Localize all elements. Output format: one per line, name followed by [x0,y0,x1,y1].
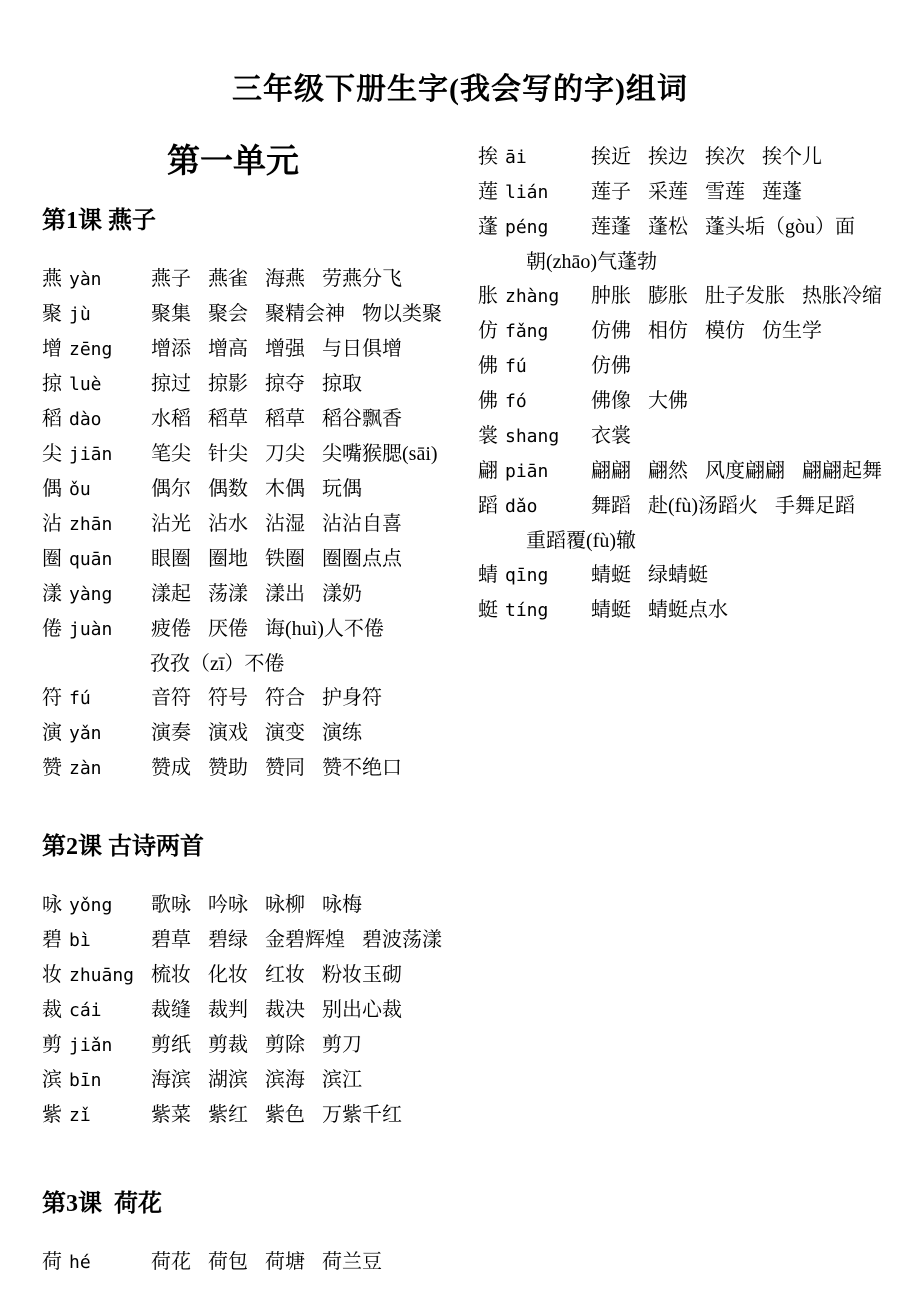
entry-pinyin: luè [69,374,102,395]
entry-character: 沾 [42,513,62,535]
entry-head [478,419,574,454]
entry-pinyin: zhān [69,514,113,535]
entry-word: 笔尖 [151,443,191,465]
entry-word: 演戏 [208,722,248,744]
entry-pinyin: zhàng [505,286,560,307]
entry-character: 仿 [478,320,498,342]
entry-row [42,507,464,542]
entry-head [42,437,134,472]
entry-character: 佛 [478,355,498,377]
entry-word: 歌咏 [151,894,191,916]
entry-word: 水稻 [151,408,191,430]
entry-word: 蜻蜓 [591,599,631,621]
entry-word: 赞不绝口 [322,757,402,779]
entry-head [478,210,574,245]
entry-character: 漾 [42,583,62,605]
entry-word: 莲子 [591,181,631,203]
entry-word: 紫菜 [151,1104,191,1126]
entry-character: 聚 [42,303,62,325]
entry-character: 增 [42,338,62,360]
entry-word: 海燕 [265,268,305,290]
entry-pinyin: quān [69,549,113,570]
entry-word: 荷塘 [265,1251,305,1273]
entry-word: 粉妆玉砌 [322,964,403,986]
entry-row [478,384,912,419]
entry-word: 掠影 [208,373,248,395]
page-title: 三年级下册生字(我会写的字)组词 [232,73,688,106]
entry-word: 玩偶 [322,478,362,500]
entry-word: 剪刀 [322,1034,362,1056]
entry-pinyin: jiān [69,444,113,465]
entry-word: 赴(fù)汤蹈火 [648,495,758,517]
entry-pinyin: yǒng [69,895,113,916]
entry-word: 赞助 [208,757,248,779]
entry-word: 护身符 [322,687,382,709]
entry-character: 裁 [42,999,62,1021]
entry-character: 裳 [478,425,498,447]
entry-head [42,402,134,437]
entry-word: 演奏 [151,722,191,744]
entry-word: 蓬松 [648,216,688,238]
entry-character: 荷 [42,1251,62,1273]
entry-word: 沾沾自喜 [322,513,402,535]
entry-character: 莲 [478,181,498,203]
entry-word: 雪莲 [705,181,745,203]
entry-continuation: 朝(zhāo)气蓬勃 [526,251,658,273]
entry-word: 音符 [151,687,191,709]
entry-head [478,279,574,314]
entry-character: 翩 [478,460,498,482]
entry-character: 稻 [42,408,62,430]
entry-pinyin: shang [505,426,560,447]
entry-word: 万紫千红 [322,1104,402,1126]
entry-row [478,175,912,210]
entry-pinyin: juàn [69,619,113,640]
entry-word: 沾湿 [265,513,305,535]
entry-head [42,751,134,786]
entry-word: 金碧辉煌 [265,929,345,951]
entry-row [42,1028,464,1063]
entry-character: 蹈 [478,495,498,517]
entry-head [42,1245,134,1280]
entry-word: 劳燕分飞 [322,268,402,290]
entry-pinyin: jù [69,304,91,325]
entry-word: 剪除 [265,1034,305,1056]
entry-character: 蜻 [478,564,498,586]
entry-word: 眼圈 [151,548,191,570]
entry-word: 符号 [208,687,248,709]
entry-word: 肿胀 [591,285,631,307]
entry-pinyin: dǎo [505,496,538,517]
entry-row [42,472,464,507]
entry-word: 荷兰豆 [322,1251,382,1273]
entry-row [42,681,464,716]
entry-word: 碧波荡漾 [362,929,442,951]
entry-row [42,1063,464,1098]
entry-word: 裁决 [265,999,305,1021]
entry-word: 偶数 [208,478,248,500]
entry-word: 稻草 [265,408,305,430]
entry-word: 演练 [322,722,362,744]
entry-word: 吟咏 [208,894,248,916]
entry-row [42,716,464,751]
entry-head [42,472,134,507]
lesson-heading: 第1课 燕子 [42,208,156,234]
entry-word: 翩翩起舞 [802,460,882,482]
entry-word: 赞同 [265,757,305,779]
entry-character: 偶 [42,478,62,500]
entry-pinyin: lián [505,182,549,203]
entry-word: 湖滨 [208,1069,248,1091]
entry-row [42,888,464,923]
entry-head [42,888,134,923]
entry-word: 仿佛 [591,320,631,342]
entry-word: 针尖 [208,443,248,465]
entry-word: 稻谷飘香 [322,408,402,430]
entry-character: 佛 [478,390,498,412]
entry-pinyin: yàn [69,269,102,290]
entry-row [478,279,912,314]
entry-word: 厌倦 [208,618,248,640]
entry-word: 采莲 [648,181,688,203]
entry-word: 蜻蜓 [591,564,631,586]
entry-word: 裁缝 [151,999,191,1021]
entry-word: 符合 [265,687,305,709]
entry-character: 咏 [42,894,62,916]
entry-character: 蓬 [478,216,498,238]
entry-character: 妆 [42,964,62,986]
entry-pinyin: péng [505,217,549,238]
entry-row [42,751,464,786]
entry-character: 掠 [42,373,62,395]
entry-row [42,542,464,577]
entry-word: 燕雀 [208,268,248,290]
entry-character: 燕 [42,268,62,290]
entry-pinyin: dào [69,409,102,430]
entry-head [42,1063,134,1098]
entry-head [478,489,574,524]
entry-word: 与日俱增 [322,338,402,360]
entry-word: 手舞足蹈 [774,495,855,517]
entry-word: 膨胀 [648,285,688,307]
entry-pinyin: bīn [69,1070,102,1091]
entry-word: 翩然 [648,460,688,482]
entry-word: 风度翩翩 [705,460,785,482]
entry-pinyin: fú [69,688,91,709]
entry-word: 红妆 [265,964,306,986]
entry-word: 佛像 [591,390,631,412]
entry-row [42,612,464,647]
entry-word: 漾起 [151,583,191,605]
entry-word: 舞蹈 [591,495,631,517]
entry-word: 别出心裁 [322,999,402,1021]
entry-continuation: 孜孜（zī）不倦 [150,653,285,675]
entry-row [478,314,912,349]
entry-word: 碧草 [151,929,191,951]
entry-pinyin: piān [505,461,549,482]
entry-head [42,542,134,577]
entry-character: 胀 [478,285,498,307]
entry-word: 海滨 [151,1069,191,1091]
entry-word: 大佛 [648,390,688,412]
entry-row [478,454,912,489]
entry-head [478,454,574,489]
entry-word: 衣裳 [591,425,631,447]
entry-word: 翩翩 [591,460,631,482]
entry-word: 莲蓬 [591,216,631,238]
left-column [42,140,464,1280]
entry-word: 紫红 [208,1104,248,1126]
entry-word: 蜻蜓点水 [648,599,728,621]
entry-row [478,140,912,175]
entry-head [42,993,134,1028]
left-column-blocks [42,206,464,1280]
entry-head [478,349,574,384]
right-column-blocks [478,140,912,628]
entry-row [42,297,464,332]
entry-word: 增添 [151,338,191,360]
entry-word: 刀尖 [265,443,305,465]
entry-row [42,577,464,612]
entry-pinyin: zàn [69,758,102,779]
entry-word: 偶尔 [151,478,191,500]
entry-word: 荡漾 [208,583,248,605]
entry-word: 圈圈点点 [322,548,402,570]
entry-row [478,558,912,593]
entry-word: 肚子发胀 [705,285,785,307]
entry-word: 滨海 [265,1069,305,1091]
entry-word: 掠夺 [265,373,305,395]
entry-row [478,210,912,245]
lesson-heading: 第3课 荷花 [42,1191,162,1217]
entry-word: 挨次 [705,146,745,168]
entry-pinyin: fǎng [505,321,549,342]
entry-word: 荷包 [208,1251,248,1273]
entry-pinyin: yǎn [69,723,102,744]
entry-character: 挨 [478,146,498,168]
entry-head [42,297,134,332]
entry-pinyin: āi [505,147,527,168]
entry-word: 咏柳 [265,894,305,916]
entry-word: 增强 [265,338,305,360]
entry-word: 演变 [265,722,305,744]
entry-word: 挨边 [648,146,688,168]
entry-head [478,384,574,419]
entry-word: 诲(huì)人不倦 [265,618,384,640]
entry-character: 演 [42,722,62,744]
entry-word: 化妆 [208,964,249,986]
entry-row [478,593,912,628]
lesson-heading: 第2课 古诗两首 [42,834,204,860]
entry-word: 热胀冷缩 [802,285,882,307]
entry-character: 剪 [42,1034,62,1056]
entry-word: 模仿 [705,320,745,342]
entry-pinyin: ǒu [69,479,91,500]
entry-row [42,958,464,993]
entry-word: 疲倦 [151,618,191,640]
entry-word: 仿生学 [762,320,822,342]
entry-row [42,437,464,472]
entry-character: 紫 [42,1104,62,1126]
entry-word: 梳妆 [151,964,192,986]
entry-word: 铁圈 [265,548,305,570]
entry-word: 聚会 [208,303,248,325]
entry-word: 赞成 [151,757,191,779]
entry-pinyin: zhuāng [69,965,135,986]
entry-pinyin: jiǎn [69,1035,113,1056]
entry-word: 相仿 [648,320,688,342]
entry-row [42,1245,464,1280]
entry-row [42,923,464,958]
entry-character: 赞 [42,757,62,779]
entry-word: 咏梅 [322,894,362,916]
entry-row [478,349,912,384]
entry-character: 蜓 [478,599,498,621]
entry-word: 碧绿 [208,929,248,951]
entry-head [42,958,134,993]
entry-head [478,593,574,628]
entry-row [42,332,464,367]
entry-continuation: 重蹈覆(fù)辙 [526,530,636,552]
entry-character: 符 [42,687,62,709]
entry-word: 沾水 [208,513,248,535]
entry-word: 仿佛 [591,355,631,377]
entry-word: 圈地 [208,548,248,570]
entry-pinyin: fú [505,356,527,377]
entry-word: 增高 [208,338,248,360]
entry-head [42,1028,134,1063]
entry-head [42,262,134,297]
entry-row [42,262,464,297]
entry-pinyin: cái [69,1000,102,1021]
entry-word: 尖嘴猴腮(sāi) [322,443,438,465]
entry-word: 蓬头垢（gòu）面 [705,216,855,238]
entry-word: 掠取 [322,373,362,395]
entry-head [42,332,134,367]
entry-word: 物以类聚 [362,303,442,325]
entry-word: 漾奶 [322,583,362,605]
entry-head [42,1098,134,1133]
entry-head [478,558,574,593]
entry-word: 聚集 [151,303,191,325]
entry-word: 滨江 [322,1069,362,1091]
entry-row [478,419,912,454]
entry-head [42,681,134,716]
entry-character: 尖 [42,443,62,465]
entry-head [42,716,134,751]
entry-row [478,489,912,524]
entry-word: 稻草 [208,408,248,430]
entry-word: 木偶 [265,478,305,500]
right-column [478,140,912,628]
entry-row [42,993,464,1028]
entry-character: 倦 [42,618,62,640]
entry-row [42,402,464,437]
entry-row [42,367,464,402]
entry-head [42,507,134,542]
entry-word: 燕子 [151,268,191,290]
entry-row [42,1098,464,1133]
entry-word: 莲蓬 [762,181,802,203]
entry-pinyin: bì [69,930,91,951]
entry-pinyin: yàng [69,584,113,605]
entry-word: 聚精会神 [265,303,345,325]
entry-word: 漾出 [265,583,305,605]
entry-character: 滨 [42,1069,62,1091]
entry-word: 挨近 [591,146,631,168]
entry-head [42,612,134,647]
unit-heading: 第一单元 [167,144,299,180]
entry-character: 碧 [42,929,62,951]
entry-word: 绿蜻蜓 [648,564,708,586]
entry-word: 剪纸 [151,1034,191,1056]
entry-word: 掠过 [151,373,191,395]
entry-pinyin: fó [505,391,527,412]
entry-head [478,175,574,210]
entry-word: 裁判 [208,999,248,1021]
entry-head [42,577,134,612]
entry-word: 荷花 [151,1251,191,1273]
entry-head [42,367,134,402]
entry-word: 挨个儿 [762,146,822,168]
entry-head [478,314,574,349]
entry-word: 沾光 [151,513,191,535]
entry-character: 圈 [42,548,62,570]
entry-word: 紫色 [265,1104,305,1126]
entry-head [478,140,574,175]
entry-pinyin: zēng [69,339,113,360]
entry-word: 剪裁 [208,1034,248,1056]
entry-pinyin: qīng [505,565,549,586]
entry-pinyin: tíng [505,600,549,621]
entry-pinyin: hé [69,1252,91,1273]
entry-head [42,923,134,958]
entry-pinyin: zǐ [69,1105,91,1126]
